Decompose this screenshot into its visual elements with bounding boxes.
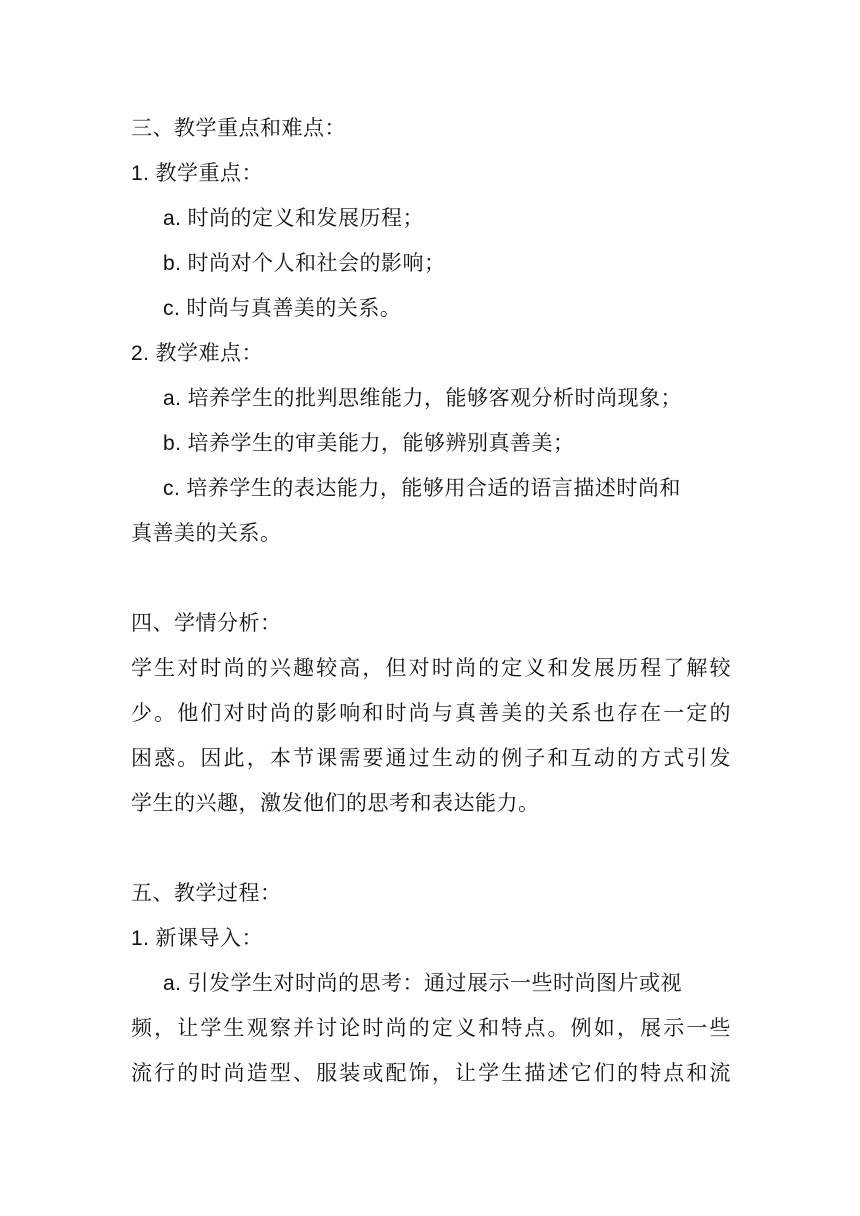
paragraph-line: 频，让学生观察并讨论时尚的定义和特点。例如，展示一些 xyxy=(131,1016,731,1040)
paragraph-line: 流行的时尚造型、服装或配饰，让学生描述它们的特点和流 xyxy=(131,1061,731,1085)
paragraph-line: 困惑。因此，本节课需要通过生动的例子和互动的方式引发 xyxy=(131,746,731,770)
difficulty-item-b xyxy=(163,428,763,459)
list-item-text: 引发学生对时尚的思考：通过展示一些时尚图片或视 xyxy=(187,971,683,995)
step-1-title: 新课导入： xyxy=(155,926,264,950)
difficulty-title: 教学难点： xyxy=(155,341,264,365)
paragraph-line: 少。他们对时尚的影响和时尚与真善美的关系也存在一定的 xyxy=(131,701,731,725)
difficulty-item-c xyxy=(163,473,731,504)
section-5-heading: 五、教学过程： xyxy=(131,881,282,905)
step-1-item-a xyxy=(163,968,731,999)
list-marker: a. xyxy=(163,207,182,230)
list-marker: a. xyxy=(163,387,182,410)
focus-item-c xyxy=(163,293,763,324)
list-item-text: 时尚与真善美的关系。 xyxy=(186,296,402,320)
difficulty-marker: 2. xyxy=(131,342,150,365)
list-item-text: 培养学生的批判思维能力，能够客观分析时尚现象； xyxy=(187,386,683,410)
difficulty-item-a xyxy=(163,383,763,414)
list-item-text: 培养学生的表达能力，能够用合适的语言描述时尚和 xyxy=(186,476,681,500)
focus-title-line xyxy=(131,158,731,189)
list-marker: b. xyxy=(163,252,182,275)
section-3-heading: 三、教学重点和难点： xyxy=(131,116,346,140)
list-item-text: 时尚对个人和社会的影响； xyxy=(187,251,446,275)
paragraph-line: 学生对时尚的兴趣较高，但对时尚的定义和发展历程了解较 xyxy=(131,656,731,680)
list-marker: c. xyxy=(163,477,181,500)
list-marker: a. xyxy=(163,972,182,995)
focus-item-a xyxy=(163,203,763,234)
list-item-text: 培养学生的审美能力，能够辨别真善美； xyxy=(187,431,575,455)
section-4-heading: 四、学情分析： xyxy=(131,611,282,635)
focus-title: 教学重点： xyxy=(155,161,264,185)
focus-item-b xyxy=(163,248,763,279)
focus-marker: 1. xyxy=(131,162,150,185)
list-marker: b. xyxy=(163,432,182,455)
step-1-title-line xyxy=(131,923,731,954)
paragraph-line: 学生的兴趣，激发他们的思考和表达能力。 xyxy=(131,791,540,815)
list-marker: c. xyxy=(163,297,181,320)
list-item-text: 时尚的定义和发展历程； xyxy=(187,206,425,230)
difficulty-item-c-continuation: 真善美的关系。 xyxy=(131,521,282,545)
difficulty-title-line xyxy=(131,338,731,369)
step-1-marker: 1. xyxy=(131,927,150,950)
